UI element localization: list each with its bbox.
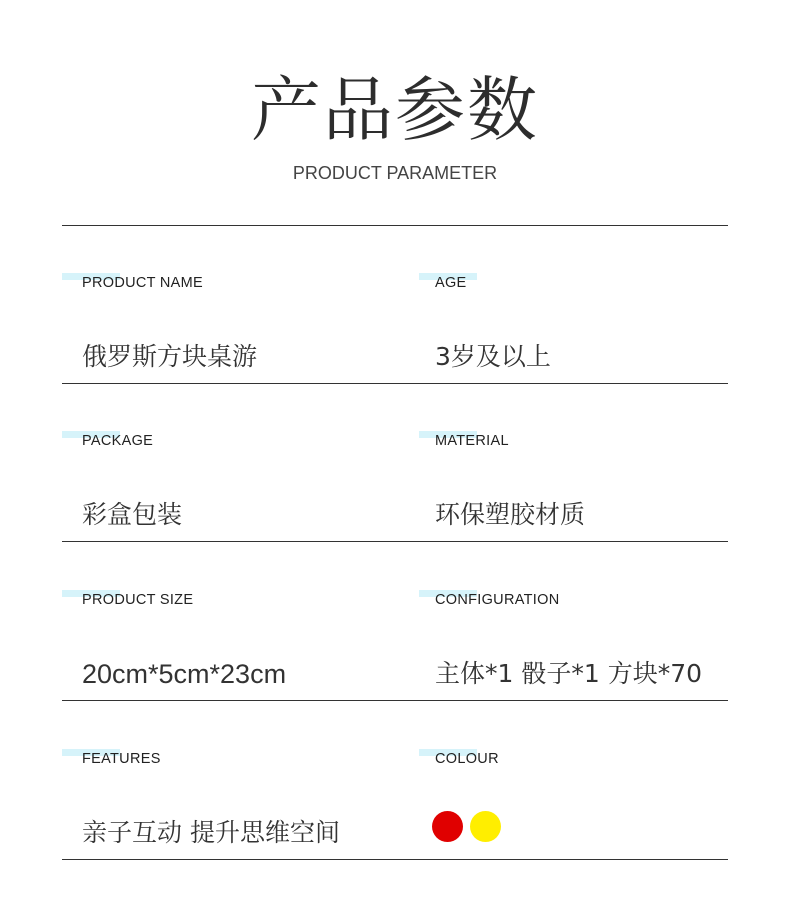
colour-swatches bbox=[432, 811, 501, 842]
param-cell-age bbox=[419, 225, 728, 383]
param-value: 20cm*5cm*23cm bbox=[82, 659, 287, 689]
param-cell-configuration bbox=[419, 542, 728, 700]
param-value: 彩盒包装 bbox=[82, 500, 183, 529]
param-cell-features bbox=[62, 701, 419, 859]
param-label: COLOUR bbox=[435, 751, 499, 767]
param-row-4 bbox=[62, 701, 728, 860]
param-value: 俄罗斯方块桌游 bbox=[82, 342, 258, 371]
red-colour-swatch bbox=[432, 811, 463, 842]
param-value: 亲子互动 提升思维空间 bbox=[82, 818, 340, 847]
param-label: MATERIAL bbox=[435, 433, 509, 449]
param-value: 环保塑胶材质 bbox=[435, 500, 586, 529]
param-row-3 bbox=[62, 542, 728, 701]
page-title: 产品参数 bbox=[251, 69, 539, 151]
param-value: 3岁及以上 bbox=[435, 342, 551, 371]
param-cell-product-size bbox=[62, 542, 419, 700]
param-label: AGE bbox=[435, 275, 467, 291]
yellow-colour-swatch bbox=[470, 811, 501, 842]
param-row-1 bbox=[62, 225, 728, 384]
param-label: CONFIGURATION bbox=[435, 592, 560, 608]
param-value: 主体*1 骰子*1 方块*70 bbox=[435, 659, 703, 688]
param-label: PRODUCT SIZE bbox=[82, 592, 194, 608]
param-cell-colour bbox=[419, 701, 728, 859]
param-label: PRODUCT NAME bbox=[82, 275, 203, 291]
param-cell-package bbox=[62, 383, 419, 541]
param-cell-material bbox=[419, 383, 728, 541]
param-cell-product-name bbox=[62, 225, 419, 383]
param-label: FEATURES bbox=[82, 751, 161, 767]
param-row-2 bbox=[62, 383, 728, 542]
param-label: PACKAGE bbox=[82, 433, 154, 449]
page-subtitle: PRODUCT PARAMETER bbox=[292, 163, 498, 183]
